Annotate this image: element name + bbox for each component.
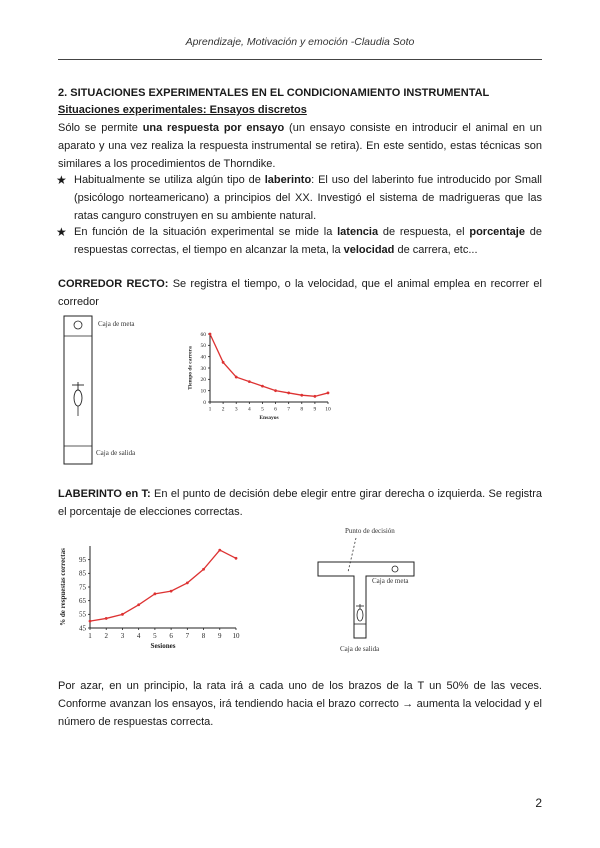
data-point	[218, 549, 221, 552]
data-point	[313, 395, 316, 398]
x-tick-label: 1	[88, 632, 92, 640]
x-tick-label: 6	[169, 632, 173, 640]
data-point	[89, 620, 92, 623]
subsection-title-text: Situaciones experimentales: Ensayos discretos	[58, 104, 307, 116]
goal-food-icon	[74, 321, 82, 329]
x-tick-label: 3	[120, 632, 125, 640]
x-tick-label: 9	[313, 406, 317, 413]
intro-text-c: (un ensayo consiste en introducir el animal en un aparato y una vez realiza la respuesta instrumental se retira). En este sentido, estas técnicas son similares a los procedimientos de Thorndike.	[58, 122, 543, 170]
x-tick-label: 10	[232, 632, 240, 640]
section-title-text: 2. SITUACIONES EXPERIMENTALES EN EL CONDICIONAMIENTO INSTRUMENTAL	[58, 87, 490, 99]
data-point	[209, 333, 212, 336]
y-tick-label: 85	[79, 569, 86, 578]
x-tick-label: 2	[221, 406, 225, 413]
data-point	[153, 592, 156, 595]
laberinto-label: LABERINTO en T:	[58, 488, 151, 500]
y-tick-label: 10	[200, 388, 206, 395]
bullet2-porcentaje: porcentaje	[469, 226, 525, 238]
data-point	[287, 392, 290, 395]
bullet2-text-a: En función de la situación experimental se mide la	[74, 226, 338, 238]
page-number: 2	[535, 796, 542, 810]
series-line	[210, 334, 328, 396]
intro-text-bold: una respuesta por ensayo	[142, 122, 285, 134]
intro-text-a: Sólo se permite	[58, 122, 143, 134]
data-point	[327, 392, 330, 395]
bullet-medidas	[56, 223, 542, 259]
bullet1-text-a: Habitualmente se utiliza algún tipo de	[74, 174, 265, 186]
y-tick-label: 60	[200, 331, 206, 338]
start-box-label: Caja de salida	[340, 645, 380, 653]
y-tick-label: 55	[79, 610, 86, 619]
y-axis-label: % de respuestas correctas	[59, 548, 67, 626]
bullet2-latencia: latencia	[337, 226, 379, 238]
data-point	[186, 582, 189, 585]
data-point	[274, 389, 277, 392]
corredor-text: Se registra el tiempo, o la velocidad, que el animal emplea en recorrer el corredor	[58, 278, 542, 308]
bullet2-velocidad: velocidad	[343, 244, 395, 256]
data-point	[248, 380, 251, 383]
y-tick-label: 95	[79, 556, 86, 564]
data-point	[222, 361, 225, 364]
bullet2-text-g: de carrera, etc...	[394, 244, 478, 256]
data-point	[121, 613, 124, 616]
laberinto-paragraph	[58, 485, 542, 521]
data-point	[235, 557, 238, 560]
subsection-title	[58, 101, 542, 119]
start-box-label: Caja de salida	[96, 449, 136, 457]
decision-point-label: Punto de decisión	[345, 527, 395, 535]
bullet1-text-bold: laberinto	[264, 174, 312, 186]
x-tick-label: 7	[287, 406, 291, 413]
goal-box-label: Caja de meta	[372, 577, 409, 585]
corredor-chart	[186, 328, 336, 426]
y-tick-label: 40	[200, 354, 206, 361]
header-rule	[58, 59, 542, 60]
x-axis-label: Sesiones	[150, 642, 176, 650]
y-tick-label: 50	[200, 343, 206, 350]
bullet2-text-e: de respuestas correctas, el tiempo en alcanzar la meta, la	[74, 226, 542, 256]
x-tick-label: 5	[261, 406, 264, 413]
y-axis-label: Tiempo de carrera	[187, 346, 194, 390]
x-tick-label: 10	[325, 406, 331, 413]
data-point	[261, 385, 264, 388]
data-point	[235, 376, 238, 379]
goal-food-icon	[392, 566, 398, 572]
y-tick-label: 0	[203, 399, 206, 406]
data-point	[202, 568, 205, 571]
corredor-paragraph	[58, 275, 542, 311]
y-tick-label: 45	[79, 624, 86, 633]
series-line	[90, 550, 236, 621]
y-tick-label: 65	[79, 597, 86, 605]
data-point	[300, 394, 303, 397]
page-header: Aprendizaje, Motivación y emoción -Claudia Soto	[185, 36, 415, 48]
bullet-laberinto	[56, 171, 542, 225]
x-tick-label: 5	[153, 632, 157, 640]
y-tick-label: 20	[200, 377, 206, 384]
star-bullet-icon: ★	[56, 225, 67, 239]
rat-icon	[356, 604, 364, 621]
y-tick-label: 75	[79, 583, 86, 592]
x-tick-label: 4	[247, 406, 251, 413]
x-tick-label: 7	[185, 632, 190, 640]
conclusion-paragraph: Por azar, en un principio, la rata irá a cada uno de los brazos de la T un 50% de las veces. Conforme avanzan los ensayos, irá tendiendo hacia el brazo correcto → aumenta la velocidad y el número de respuestas correcta.	[58, 680, 542, 728]
laberinto-chart	[58, 538, 248, 660]
corredor-diagram	[58, 312, 168, 468]
y-tick-label: 30	[200, 365, 206, 372]
x-tick-label: 2	[104, 632, 108, 640]
data-point	[137, 603, 140, 606]
rat-icon	[72, 382, 84, 416]
laberinto-text: En el punto de decisión debe elegir entre girar derecha o izquierda. Se registra el porcentaje de elecciones correctas.	[58, 488, 542, 518]
star-bullet-icon: ★	[56, 173, 67, 187]
x-tick-label: 1	[208, 406, 212, 413]
x-tick-label: 9	[218, 632, 222, 640]
x-tick-label: 3	[234, 406, 238, 413]
data-point	[170, 590, 173, 593]
bullet2-text-c: de respuesta, el	[378, 226, 470, 238]
t-maze-diagram	[310, 522, 422, 662]
x-tick-label: 6	[274, 406, 277, 413]
x-tick-label: 4	[136, 632, 141, 640]
bullet1-text-c: : El uso del laberinto fue introducido por Small (psicólogo norteamericano) a principios del XX. Investigó el sistema de madrigueras que las ratas canguro construyen en su ambiente natural.	[74, 174, 542, 222]
x-tick-label: 8	[201, 632, 206, 640]
corredor-label: CORREDOR RECTO:	[58, 278, 169, 290]
goal-box-label: Caja de meta	[98, 320, 135, 328]
x-axis-label: Ensayos	[259, 415, 279, 421]
section-title	[58, 84, 542, 102]
x-tick-label: 8	[300, 406, 304, 413]
data-point	[105, 617, 108, 620]
intro-paragraph	[58, 119, 542, 173]
